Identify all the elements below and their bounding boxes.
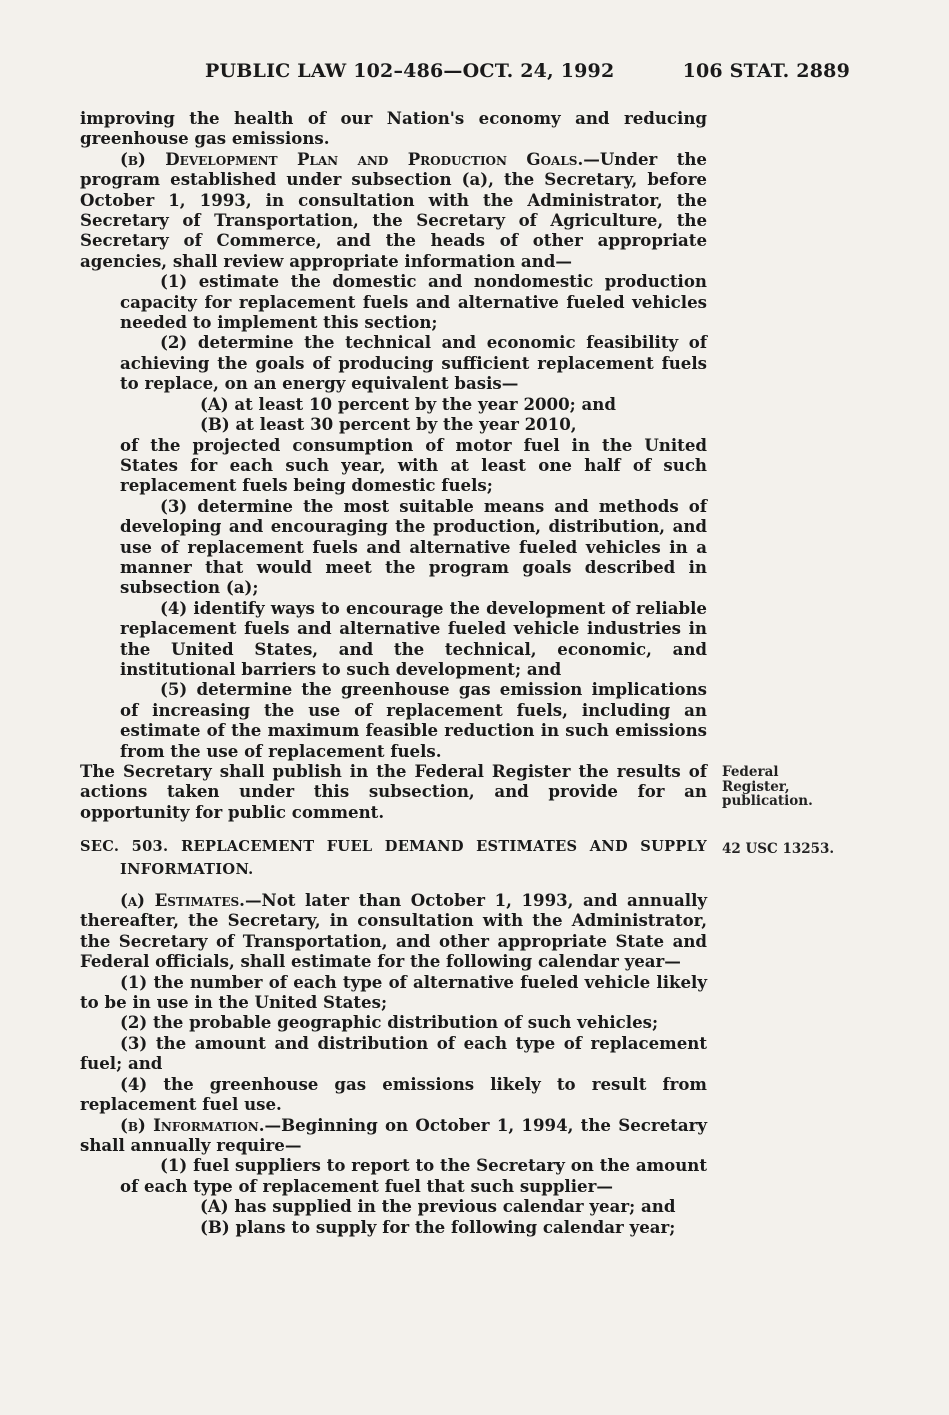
estimate-item-1: (1) the number of each type of alternative fueled vehicle likely to be in use in the United States; [80,971,707,1013]
paragraph-continuation: improving the health of our Nation's economy and reducing greenhouse gas emissions. [80,108,707,149]
section-label: SEC. 503. [80,838,169,856]
subsection-b-information [80,1115,707,1156]
subsection-b-text: —Under the program established under subsection (a), the Secretary, before October 1, 1993, in consultation with the Administrator, the Secretary of Transportation, the Secretary of Agriculture, the Secretary of Commerce, and the heads of other appropriate agencies, shall review appropriate information and— [80,148,707,271]
list-item-3: (3) determine the most suitable means and methods of developing and encouraging the production, distribution, and use of replacement fuels and alternative fueled vehicles in a manner that would meet the program goals described in subsection (a); [120,495,707,598]
margin-note-usc: 42 USC 13253. [722,841,835,857]
list-item-2a: (A) at least 10 percent by the year 2000; and [200,393,616,414]
estimate-item-2: (2) the probable geographic distribution of such vehicles; [120,1012,659,1033]
information-text: —Beginning on October 1, 1994, the Secretary shall annually require— [80,1114,707,1155]
list-item-2b: (B) at least 30 percent by the year 2010, [200,414,577,435]
running-head: PUBLIC LAW 102–486—OCT. 24, 1992 [205,60,615,82]
page-reference: 106 STAT. 2889 [682,60,850,82]
list-item-2: (2) determine the technical and economic feasibility of achieving the goals of producing sufficient replacement fuels to replace, on an energy equivalent basis— [120,332,707,394]
list-item-2-continuation: of the projected consumption of motor fuel in the United States for each such year, with at least one half of such replacement fuels being domestic fuels; [120,434,707,496]
margin-note-federal-register: Federal Register, publication. [722,764,813,809]
list-item-4: (4) identify ways to encourage the development of reliable replacement fuels and alternative fueled vehicle industries in the United States, and the technical, economic, and institutional barriers to such development; and [120,597,707,679]
information-heading: (b) Information. [120,1114,265,1135]
subsection-b-heading: (b) Development Plan and Production Goals. [120,148,584,169]
information-item-1b: (B) plans to supply for the following calendar year; [200,1216,676,1237]
subsection-b [80,149,707,271]
subsection-a-heading: (a) Estimates. [120,890,245,911]
list-item-5: (5) determine the greenhouse gas emission implications of increasing the use of replacement fuels, including an estimate of the maximum feasible reduction in such emissions from the use of replacement fuels. [120,679,707,761]
information-item-1: (1) fuel suppliers to report to the Secretary on the amount of each type of replacement fuel that such supplier— [120,1155,707,1196]
list-item-1: (1) estimate the domestic and nondomestic production capacity for replacement fuels and alternative fueled vehicles needed to implement this section; [120,271,707,333]
publication-paragraph: The Secretary shall publish in the Federal Register the results of actions taken under this subsection, and provide for an opportunity for public comment. [80,761,707,822]
information-item-1a: (A) has supplied in the previous calendar year; and [200,1196,676,1217]
section-title: REPLACEMENT FUEL DEMAND ESTIMATES AND SUPPLY INFORMATION. [120,838,707,878]
estimate-item-4: (4) the greenhouse gas emissions likely to result from replacement fuel use. [80,1073,707,1115]
subsection-a [80,890,707,972]
section-heading [80,835,707,880]
statute-body [80,108,707,1237]
subsection-a-text: —Not later than October 1, 1993, and annually thereafter, the Secretary, in consultation with the Administrator, the Secretary of Transportation, and other appropriate State and Federal officials, shall estimate for the following calendar year— [80,890,708,972]
estimate-item-3: (3) the amount and distribution of each type of replacement fuel; and [80,1032,707,1074]
